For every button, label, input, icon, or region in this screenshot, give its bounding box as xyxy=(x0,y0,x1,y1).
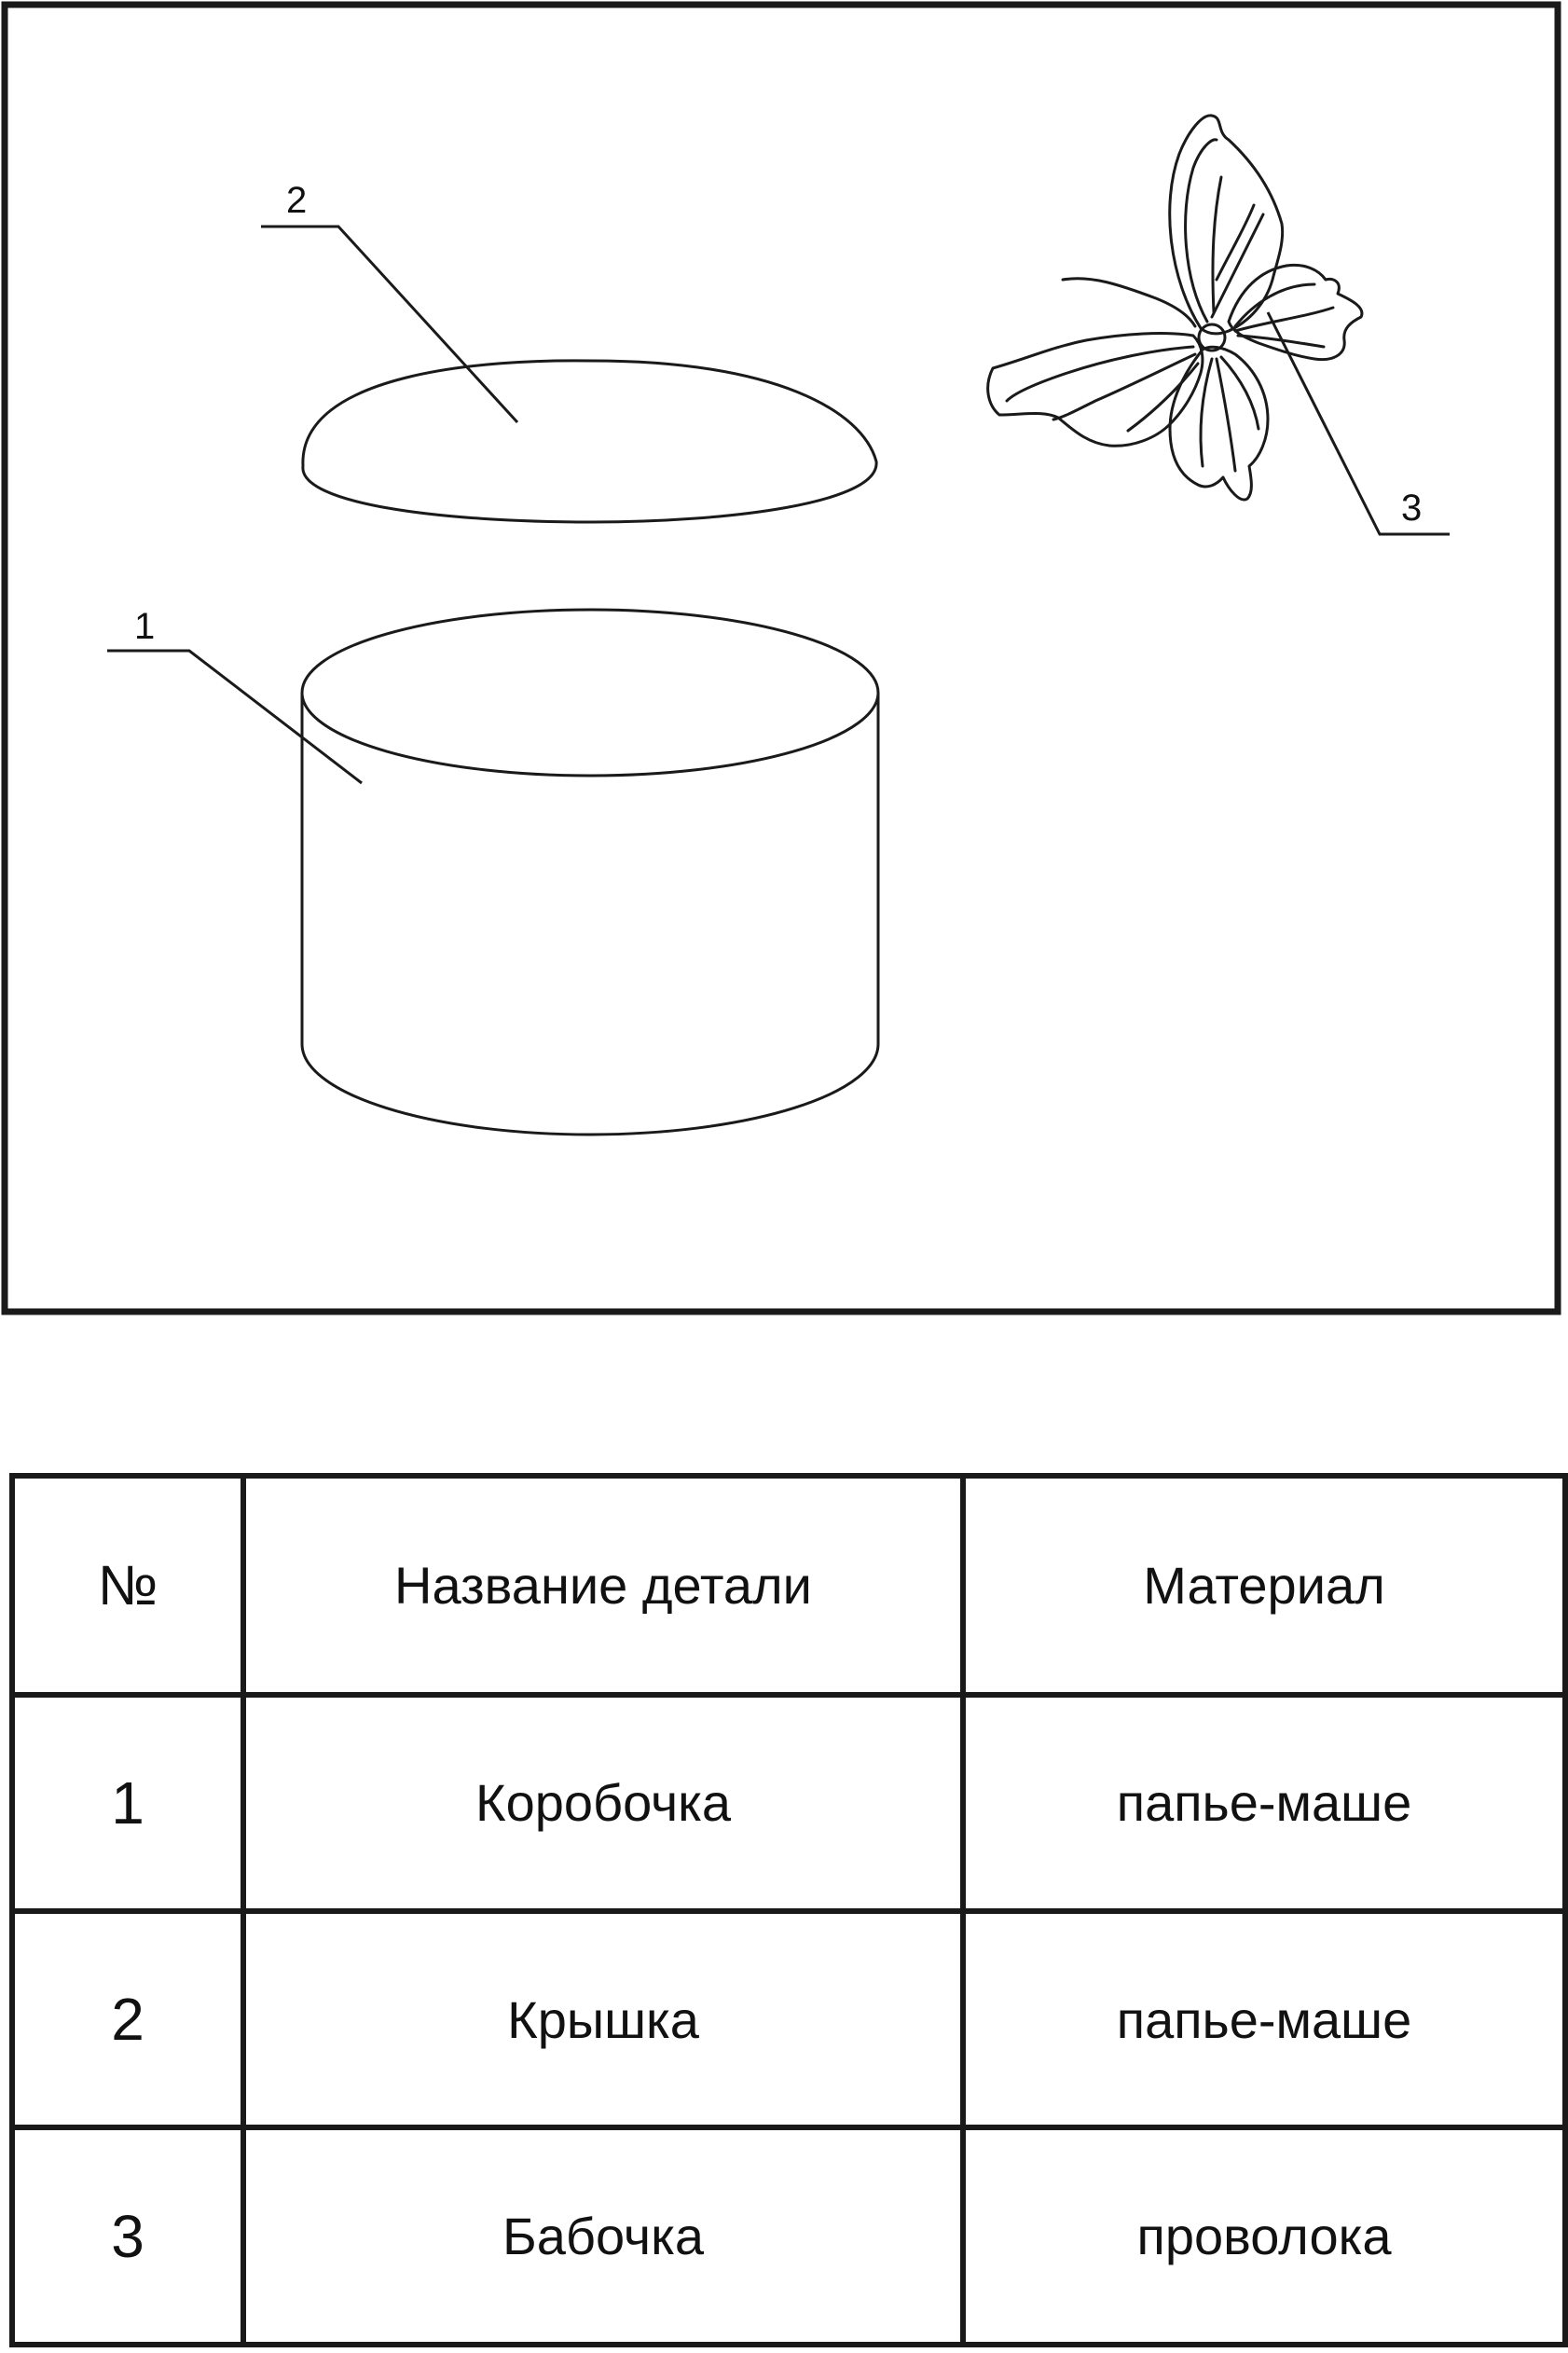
callout-label-1: 1 xyxy=(134,606,156,647)
table-row xyxy=(12,1695,1565,1911)
header-number: № xyxy=(12,1476,243,1695)
row-material: папье-маше xyxy=(963,1911,1565,2127)
leader-line-2 xyxy=(261,227,517,422)
table-row xyxy=(12,2127,1565,2345)
header-material: Материал xyxy=(963,1476,1565,1695)
row-number: 3 xyxy=(12,2127,243,2345)
leader-line-1 xyxy=(107,651,362,783)
table-row xyxy=(12,1911,1565,2127)
callout-label-3: 3 xyxy=(1401,488,1423,529)
header-part-name: Название детали xyxy=(243,1476,963,1695)
box-shape xyxy=(302,610,878,1135)
row-material: папье-маше xyxy=(963,1695,1565,1911)
drawing-frame xyxy=(5,5,1558,1312)
row-part-name: Крышка xyxy=(243,1911,963,2127)
parts-table xyxy=(9,1473,1568,2347)
leader-line-3 xyxy=(1268,312,1450,534)
row-number: 1 xyxy=(12,1695,243,1911)
butterfly-shape xyxy=(988,116,1362,500)
table-header-row xyxy=(12,1476,1565,1695)
row-part-name: Коробочка xyxy=(243,1695,963,1911)
leader-lines xyxy=(107,227,1450,783)
callout-label-2: 2 xyxy=(286,180,308,221)
row-part-name: Бабочка xyxy=(243,2127,963,2345)
row-number: 2 xyxy=(12,1911,243,2127)
row-material: проволока xyxy=(963,2127,1565,2345)
lid-shape xyxy=(303,361,876,522)
